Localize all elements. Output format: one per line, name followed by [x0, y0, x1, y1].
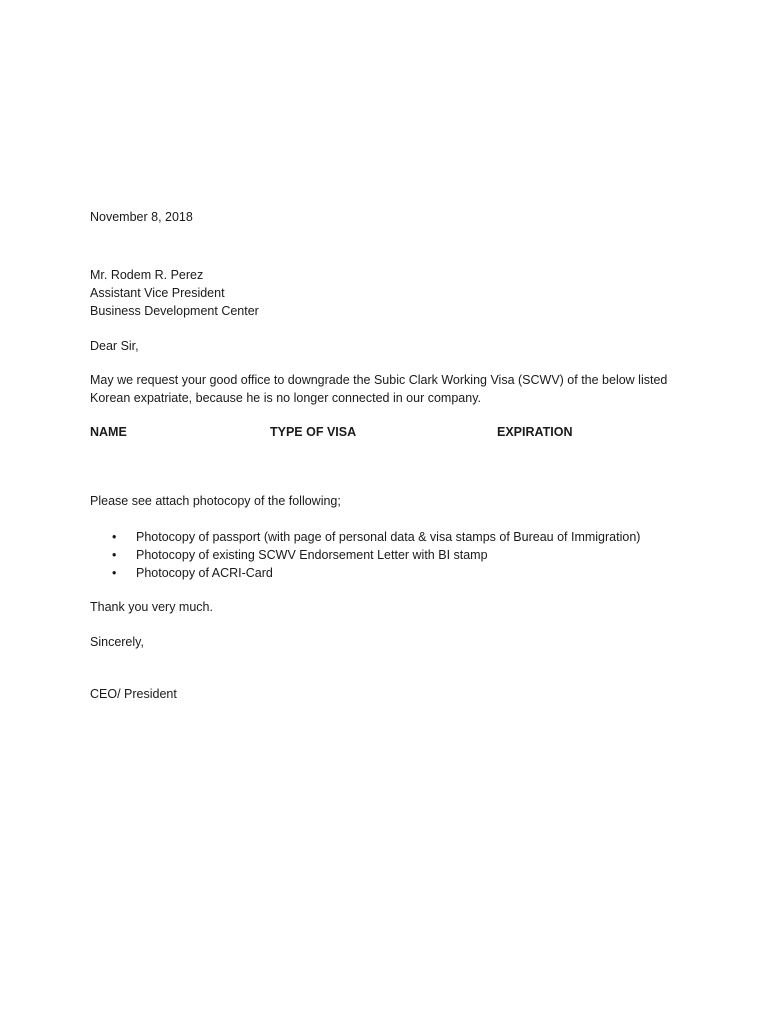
column-header-name: NAME [90, 425, 127, 439]
recipient-organization: Business Development Center [90, 304, 259, 318]
closing-line: Sincerely, [90, 635, 144, 649]
bullet-icon: • [112, 566, 117, 580]
list-item [90, 528, 640, 546]
bullet-icon: • [112, 548, 117, 562]
attachment-list [90, 528, 640, 582]
bullet-icon: • [112, 530, 117, 544]
salutation: Dear Sir, [90, 339, 139, 353]
column-header-type-of-visa: TYPE OF VISA [270, 425, 357, 439]
list-item [90, 546, 640, 564]
column-header-expiration: EXPIRATION [497, 425, 573, 439]
recipient-name: Mr. Rodem R. Perez [90, 268, 204, 282]
attachment-intro: Please see attach photocopy of the following; [90, 494, 341, 508]
recipient-title: Assistant Vice President [90, 286, 225, 300]
body-paragraph-line-2: Korean expatriate, because he is no longer connected in our company. [90, 391, 481, 405]
thanks-line: Thank you very much. [90, 600, 213, 614]
attachment-label: Photocopy of passport (with page of personal data & visa stamps of Bureau of Immigration) [136, 530, 641, 544]
body-paragraph-line-1: May we request your good office to downgrade the Subic Clark Working Visa (SCWV) of the below listed [90, 373, 668, 387]
signer-title: CEO/ President [90, 687, 177, 701]
list-item [90, 564, 640, 582]
attachment-label: Photocopy of existing SCWV Endorsement Letter with BI stamp [136, 548, 488, 562]
attachment-label: Photocopy of ACRI-Card [136, 566, 273, 580]
expatriate-table-header [90, 423, 690, 441]
letter-date: November 8, 2018 [90, 210, 193, 224]
